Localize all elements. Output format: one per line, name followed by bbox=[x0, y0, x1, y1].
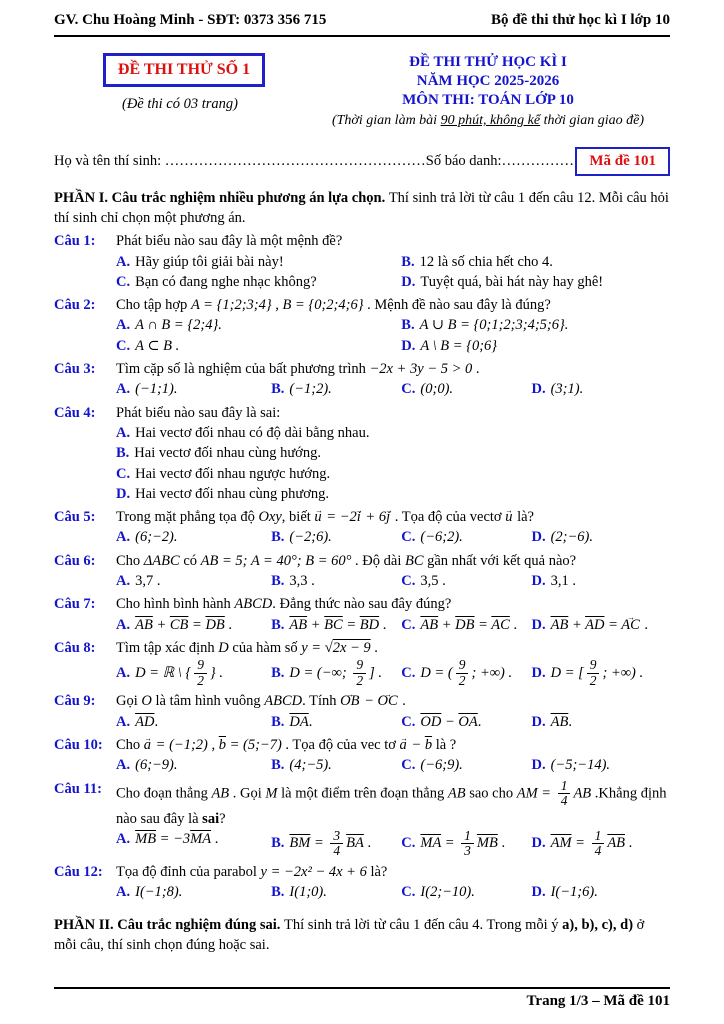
option-text: 3,3 . bbox=[289, 573, 315, 589]
title-right-column bbox=[306, 53, 670, 129]
page-header bbox=[54, 12, 670, 37]
option-a bbox=[116, 527, 271, 547]
option-letter: A. bbox=[116, 424, 131, 441]
option-letter: A. bbox=[116, 529, 131, 546]
question-label: Câu 3: bbox=[54, 361, 96, 378]
question-label: Câu 11: bbox=[54, 780, 102, 797]
option-a bbox=[116, 423, 670, 443]
option-d bbox=[531, 755, 670, 775]
option-text: Hãy giúp tôi giải bài này! bbox=[135, 253, 284, 270]
option-a bbox=[116, 615, 271, 635]
options bbox=[116, 527, 670, 547]
option-c bbox=[401, 712, 531, 732]
option-a bbox=[116, 755, 271, 775]
question-stem: Phát biểu nào sau đây là sai: bbox=[116, 404, 281, 421]
question-label: Câu 7: bbox=[54, 596, 96, 613]
option-letter: A. bbox=[116, 381, 131, 398]
option-letter: D. bbox=[531, 529, 546, 546]
options bbox=[116, 252, 670, 293]
teacher-info: GV. Chu Hoàng Minh - SĐT: 0373 356 715 bbox=[54, 12, 327, 28]
option-text: $\overline{OD} - \overline{OA}$. bbox=[420, 713, 482, 730]
question-2 bbox=[54, 295, 670, 356]
option-a bbox=[116, 712, 271, 732]
option-b bbox=[271, 527, 401, 547]
time-note: (Thời gian làm bài 90 phút, không kể thời gian giao đề) bbox=[331, 113, 645, 129]
question-label: Câu 6: bbox=[54, 552, 96, 569]
question-label: Câu 9: bbox=[54, 693, 96, 710]
option-letter: C. bbox=[401, 664, 416, 681]
option-b bbox=[271, 571, 401, 591]
option-text: Hai vectơ đối nhau có độ dài bằng nhau. bbox=[135, 424, 370, 441]
option-b bbox=[271, 379, 401, 399]
option-b bbox=[271, 615, 401, 635]
option-text: Hai vectơ đối nhau cùng phương. bbox=[135, 485, 330, 502]
option-text: (−1;2). bbox=[289, 381, 332, 398]
exam-title-line3: MÔN THI: TOÁN LỚP 10 bbox=[402, 91, 574, 108]
title-block bbox=[54, 53, 670, 129]
question-label: Câu 5: bbox=[54, 509, 96, 526]
option-a bbox=[116, 315, 401, 335]
option-text: I(−1;8). bbox=[135, 884, 183, 901]
option-text: $\overline{AD}$. bbox=[135, 713, 159, 730]
options bbox=[116, 315, 670, 356]
option-b bbox=[271, 712, 401, 732]
question-stem: Cho a → = (−1;2) , $\overline{b}$ = (5;−7) . Tọa độ của vec tơ a → − $\overline{b}$ là ? bbox=[116, 735, 670, 755]
question-12 bbox=[54, 862, 670, 903]
option-letter: B. bbox=[271, 757, 285, 774]
option-letter: C. bbox=[401, 713, 416, 730]
option-b bbox=[401, 315, 670, 335]
option-b bbox=[401, 252, 670, 272]
question-stem: Phát biểu nào sau đây là một mệnh đề? bbox=[116, 233, 343, 250]
option-letter: A. bbox=[116, 884, 131, 901]
option-b bbox=[271, 829, 401, 859]
options bbox=[116, 658, 670, 688]
option-text: D = [ $\frac{9}{2}$ ; +∞) . bbox=[550, 657, 644, 688]
question-label: Câu 12: bbox=[54, 864, 103, 881]
option-text: (4;−5). bbox=[289, 757, 332, 774]
question-body bbox=[116, 231, 670, 292]
option-letter: D. bbox=[531, 713, 546, 730]
question-3 bbox=[54, 359, 670, 400]
question-body bbox=[116, 403, 670, 504]
exam-number-box: ĐỀ THI THỬ SỐ 1 bbox=[103, 53, 265, 87]
question-label: Câu 8: bbox=[54, 639, 96, 656]
option-c bbox=[401, 829, 531, 859]
option-letter: A. bbox=[116, 616, 131, 633]
option-c bbox=[401, 527, 531, 547]
option-letter: C. bbox=[116, 273, 131, 290]
options bbox=[116, 882, 670, 902]
option-text: D = ( $\frac{9}{2}$ ; +∞) . bbox=[420, 657, 513, 688]
option-c bbox=[116, 464, 670, 484]
question-body bbox=[116, 638, 670, 688]
question-body bbox=[116, 862, 670, 903]
option-text: Tuyệt quá, bài hát này hay ghê! bbox=[420, 273, 604, 290]
question-body bbox=[116, 594, 670, 635]
option-letter: D. bbox=[531, 835, 546, 852]
option-a bbox=[116, 829, 271, 859]
option-letter: D. bbox=[531, 616, 546, 633]
option-letter: B. bbox=[271, 664, 285, 681]
option-letter: B. bbox=[401, 317, 415, 334]
option-text: $\overline{AB} + \overline{AD}$ = AC → . bbox=[551, 617, 648, 633]
option-a bbox=[116, 882, 271, 902]
question-5 bbox=[54, 507, 670, 548]
option-text: (−6;2). bbox=[420, 529, 463, 546]
option-d bbox=[531, 379, 670, 399]
option-letter: D. bbox=[531, 381, 546, 398]
option-text: (−6;9). bbox=[420, 757, 463, 774]
option-text: (−5;−14). bbox=[550, 757, 611, 774]
page-number: Trang 1/3 – Mã đề 101 bbox=[526, 993, 670, 1009]
question-stem: Trong mặt phẳng tọa độ Oxy, biết u → = −2i → + 6j → . Tọa độ của vectơ u → là? bbox=[116, 507, 670, 527]
option-letter: C. bbox=[116, 465, 131, 482]
option-d bbox=[531, 712, 670, 732]
option-d bbox=[531, 527, 670, 547]
title-left-column bbox=[54, 53, 306, 129]
option-letter: D. bbox=[531, 573, 546, 589]
option-text: (6;−2). bbox=[135, 529, 178, 546]
option-text: $\overline{AB} + \overline{BC} = \overline{BD}$ . bbox=[289, 616, 387, 633]
exam-title-line2: NĂM HỌC 2025-2026 bbox=[416, 72, 560, 89]
option-letter: D. bbox=[401, 337, 416, 354]
question-label: Câu 2: bbox=[54, 297, 96, 314]
option-text: (2;−6). bbox=[550, 529, 593, 546]
option-letter: D. bbox=[531, 884, 546, 901]
option-letter: B. bbox=[271, 573, 285, 589]
option-letter: B. bbox=[271, 616, 285, 633]
pages-note: (Đề thi có 03 trang) bbox=[122, 96, 238, 112]
options bbox=[116, 571, 670, 591]
option-letter: C. bbox=[401, 757, 416, 774]
question-9 bbox=[54, 691, 670, 732]
question-stem: Gọi O là tâm hình vuông ABCD. Tính OB → − OC → . bbox=[116, 691, 670, 711]
question-1 bbox=[54, 231, 670, 292]
option-c bbox=[116, 336, 401, 356]
option-text: (−1;1). bbox=[135, 381, 178, 398]
question-stem: Cho hình bình hành ABCD. Đẳng thức nào sau đây đúng? bbox=[116, 596, 452, 613]
option-text: D = (−∞; $\frac{9}{2}$ ] . bbox=[289, 657, 382, 688]
exam-code-box: Mã đề 101 bbox=[575, 147, 670, 176]
option-c bbox=[401, 615, 531, 635]
option-letter: C. bbox=[401, 573, 416, 589]
option-letter: C. bbox=[401, 529, 416, 546]
candidate-row bbox=[54, 147, 670, 176]
option-letter: B. bbox=[116, 445, 130, 462]
option-text: (6;−9). bbox=[135, 757, 178, 774]
series-title: Bộ đề thi thử học kì I lớp 10 bbox=[490, 12, 670, 28]
option-text: 3,5 . bbox=[420, 573, 446, 589]
option-c bbox=[401, 882, 531, 902]
option-letter: C. bbox=[401, 835, 416, 852]
option-c bbox=[401, 658, 531, 688]
question-body bbox=[116, 295, 670, 356]
option-text: A ∩ B = {2;4}. bbox=[135, 317, 222, 334]
option-letter: B. bbox=[271, 884, 285, 901]
question-label: Câu 1: bbox=[54, 233, 96, 250]
question-stem: Cho đoạn thẳng AB . Gọi M là một điểm trên đoạn thẳng AB sao cho AM = $\frac{1}{4}$ AB .Khẳng định nào sau đây là sai? bbox=[116, 777, 667, 827]
option-letter: D. bbox=[531, 757, 546, 774]
question-stem: Tìm cặp số là nghiệm của bất phương trình −2x + 3y − 5 > 0 . bbox=[116, 361, 480, 378]
question-label: Câu 10: bbox=[54, 736, 103, 753]
options bbox=[116, 379, 670, 399]
option-text: A ⊂ B . bbox=[135, 337, 180, 354]
option-text: $\overline{AB}$. bbox=[550, 713, 572, 730]
option-letter: B. bbox=[271, 529, 285, 546]
option-text: I(1;0). bbox=[289, 884, 327, 901]
question-stem: Cho ΔABC có AB = 5; A = 40°; B = 60° . Độ dài BC gần nhất với kết quả nào? bbox=[116, 552, 577, 569]
option-text: Hai vectơ đối nhau ngược hướng. bbox=[135, 465, 331, 482]
option-letter: A. bbox=[116, 573, 131, 589]
option-letter: B. bbox=[271, 713, 285, 730]
question-body bbox=[116, 779, 670, 860]
option-text: Hai vectơ đối nhau cùng hướng. bbox=[134, 445, 321, 462]
question-stem: Tìm tập xác định D của hàm số y = √2x − 9 . bbox=[116, 639, 378, 656]
option-text: 3,1 . bbox=[550, 573, 576, 589]
option-d bbox=[531, 829, 670, 859]
question-body bbox=[116, 735, 670, 776]
option-b bbox=[116, 443, 670, 463]
option-letter: D. bbox=[401, 273, 416, 290]
option-letter: A. bbox=[116, 757, 131, 774]
option-text: $\overline{AB} + \overline{CB} = \overline{DB}$ . bbox=[135, 616, 233, 633]
option-letter: B. bbox=[271, 381, 285, 398]
option-text: Bạn có đang nghe nhạc không? bbox=[135, 273, 317, 290]
option-d bbox=[401, 336, 670, 356]
option-letter: C. bbox=[401, 381, 416, 398]
question-stem: Cho tập hợp A = {1;2;3;4} , B = {0;2;4;6} . Mệnh đề nào sau đây là đúng? bbox=[116, 297, 551, 314]
options bbox=[116, 829, 670, 859]
option-text: $\overline{AB} + \overline{DB} = \overline{AC}$ . bbox=[420, 616, 518, 633]
option-a bbox=[116, 252, 401, 272]
option-letter: C. bbox=[116, 337, 131, 354]
option-letter: D. bbox=[116, 485, 131, 502]
option-text: $\overline{MA}$ = $\frac{1}{3}$ $\overline{MB}$ . bbox=[420, 827, 506, 859]
options bbox=[116, 615, 670, 635]
option-d bbox=[531, 658, 670, 688]
question-body bbox=[116, 507, 670, 548]
option-a bbox=[116, 379, 271, 399]
option-letter: A. bbox=[116, 713, 131, 730]
option-c bbox=[116, 272, 401, 292]
option-text: A \ B = {0;6} bbox=[420, 337, 498, 354]
options bbox=[116, 423, 670, 504]
option-b bbox=[271, 658, 401, 688]
option-c bbox=[401, 379, 531, 399]
option-text: (3;1). bbox=[550, 381, 584, 398]
question-10 bbox=[54, 735, 670, 776]
option-c bbox=[401, 755, 531, 775]
option-text: 12 là số chia hết cho 4. bbox=[419, 253, 553, 270]
option-d bbox=[531, 882, 670, 902]
option-letter: A. bbox=[116, 830, 131, 847]
option-letter: A. bbox=[116, 664, 131, 681]
question-label: Câu 4: bbox=[54, 404, 96, 421]
option-text: $\overline{BM}$ = $\frac{3}{4}$ $\overline{BA}$ . bbox=[289, 827, 372, 859]
option-text: A ∪ B = {0;1;2;3;4;5;6}. bbox=[419, 317, 569, 334]
option-text: $\overline{AM}$ = $\frac{1}{4}$ $\overline{AB}$ . bbox=[550, 827, 633, 859]
option-text: $\overline{MB} = -3\overline{MA}$ . bbox=[135, 830, 219, 847]
question-stem: Tọa độ đỉnh của parabol y = −2x² − 4x + 6 là? bbox=[116, 864, 388, 881]
options bbox=[116, 712, 670, 732]
option-text: (−2;6). bbox=[289, 529, 332, 546]
page-footer bbox=[54, 987, 670, 1010]
part1-intro: PHẦN I. Câu trắc nghiệm nhiều phương án lựa chọn. Thí sinh trả lời từ câu 1 đến câu 12. Mỗi câu hỏi thí sinh chỉ chọn một phương án. bbox=[54, 190, 669, 227]
option-text: D = ℝ \ { $\frac{9}{2}$ } . bbox=[135, 657, 223, 688]
option-letter: A. bbox=[116, 253, 131, 270]
option-text: I(2;−10). bbox=[420, 884, 475, 901]
option-text: (0;0). bbox=[420, 381, 454, 398]
option-text: 3,7 . bbox=[135, 573, 161, 589]
option-b bbox=[271, 882, 401, 902]
question-8 bbox=[54, 638, 670, 688]
option-letter: B. bbox=[271, 835, 285, 852]
option-letter: D. bbox=[531, 664, 546, 681]
option-d bbox=[531, 615, 670, 635]
option-letter: B. bbox=[401, 253, 415, 270]
options bbox=[116, 755, 670, 775]
question-body bbox=[116, 551, 670, 592]
option-a bbox=[116, 658, 271, 688]
option-d bbox=[531, 571, 670, 591]
question-4 bbox=[54, 403, 670, 504]
question-11 bbox=[54, 779, 670, 860]
option-a bbox=[116, 571, 271, 591]
question-body bbox=[116, 691, 670, 732]
candidate-line: Họ và tên thí sinh: ………………………………………………Số báo danh:…………… bbox=[54, 153, 574, 170]
option-letter: C. bbox=[401, 884, 416, 901]
option-text: $\overline{DA}$. bbox=[289, 713, 313, 730]
question-body bbox=[116, 359, 670, 400]
option-text: I(−1;6). bbox=[550, 884, 598, 901]
option-c bbox=[401, 571, 531, 591]
part2-intro: PHẦN II. Câu trắc nghiệm đúng sai. Thí sinh trả lời từ câu 1 đến câu 4. Trong mỗi ý a), b), c), d) ở mỗi câu, thí sinh chọn đúng hoặc sai. bbox=[54, 916, 645, 953]
option-d bbox=[116, 484, 670, 504]
option-letter: A. bbox=[116, 317, 131, 334]
option-b bbox=[271, 755, 401, 775]
option-d bbox=[401, 272, 670, 292]
option-letter: C. bbox=[401, 616, 416, 633]
question-7 bbox=[54, 594, 670, 635]
question-6 bbox=[54, 551, 670, 592]
exam-title-line1: ĐỀ THI THỬ HỌC KÌ I bbox=[409, 54, 567, 70]
